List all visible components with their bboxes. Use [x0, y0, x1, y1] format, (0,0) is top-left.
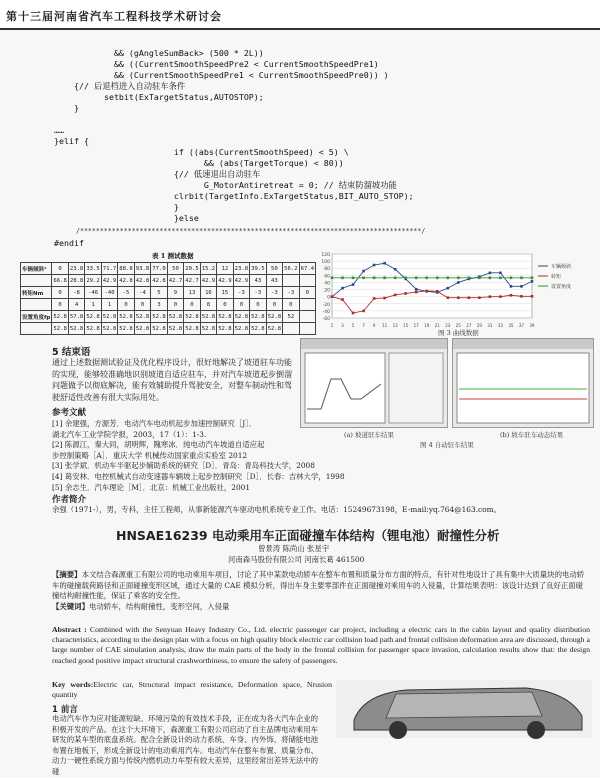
chart-x-tick-label: 11: [382, 323, 388, 328]
keywords-en: [52, 680, 332, 701]
table-cell: 0: [299, 287, 315, 299]
table-cell: 52.8: [167, 323, 183, 335]
chart-point: [468, 296, 471, 299]
chart-point: [520, 285, 523, 288]
table-cell: 0: [52, 299, 68, 311]
author-intro-title: 作者简介: [52, 495, 87, 505]
abstract-zh-label: 【摘要】: [52, 570, 82, 579]
chart-y-tick-label: 60: [324, 274, 330, 280]
car-body-illustration: [336, 680, 592, 738]
chart-y-tick-label: 0: [327, 295, 330, 301]
chart-x-tick-label: 15: [403, 323, 409, 328]
reference-item: [5] 余志生．汽车理论［M］．北京：机械工业出版社，2001: [52, 482, 251, 492]
table-cell: 23.8: [233, 263, 249, 275]
chart-point: [489, 295, 492, 298]
abstract-en-label: Abstract :: [52, 625, 87, 634]
code-line: if ((abs(CurrentSmoothSpeed) < 5) \: [54, 147, 349, 157]
table-row-label: [21, 299, 52, 311]
table-cell: 33.5: [85, 263, 101, 275]
table-cell: 3: [151, 299, 167, 311]
table-cell: 52.8: [233, 323, 249, 335]
chart-x-tick-label: 25: [455, 323, 461, 328]
table-cell: 5: [151, 287, 167, 299]
chart-point: [489, 272, 492, 275]
table-row: [21, 275, 316, 287]
code-line: }: [54, 103, 79, 113]
table-cell: 52.8: [85, 311, 101, 323]
chart-x-tick-label: 29: [476, 323, 482, 328]
chart-y-tick-label: 40: [324, 281, 330, 287]
chart-y-tick-label: 100: [321, 260, 330, 266]
table-cell: 42.9: [233, 275, 249, 287]
abstract-zh: [52, 570, 590, 612]
chart-point: [362, 270, 365, 273]
code-line: && (abs(TargetTorque) < 80)): [54, 158, 344, 168]
table-cell: 0: [266, 299, 282, 311]
chart-y-tick-label: -40: [322, 309, 330, 315]
chart-point: [331, 295, 334, 298]
endif-line: #endif: [54, 238, 84, 248]
chart-y-tick-label: -20: [322, 302, 330, 308]
chart-point: [436, 290, 439, 293]
reference-item: 湖北汽车工业学院学报，2003，17（1）：1-3.: [52, 429, 207, 439]
chart-point: [415, 291, 418, 294]
table-cell: 52.8: [217, 311, 233, 323]
chart-point: [404, 277, 407, 280]
chart-point: [394, 277, 397, 280]
table-cell: 71.7: [101, 263, 117, 275]
chart-point: [415, 288, 418, 291]
chart-point: [531, 280, 534, 283]
table-row: [21, 299, 316, 311]
chart-x-tick-label: 33: [497, 323, 503, 328]
abstract-zh-text: 本文结合森源重工有限公司的电动乘用车项目，讨论了其中某款电动轿车在整车布置和质量分布方面的特点，有针对性地设计了具有集中大质量块的电动轿车的碰撞载荷路径和正面碰撞变形区域，通过大量的 CAE 模拟分析，得出车身主要零部件在正面碰撞对乘用车的入侵量，计算结果表明：该设计达到了良好正面碰撞结构耐撞性能，保证了乘客的安全性。: [52, 570, 585, 601]
table-cell: 42.7: [167, 275, 183, 287]
table-cell: 52.8: [118, 323, 134, 335]
figure-4a-caption: (a) 坡道驻车结果: [344, 431, 395, 439]
table-cell: -8: [68, 287, 84, 299]
table-row: [21, 263, 316, 275]
chart-point: [457, 281, 460, 284]
table-cell: 52.8: [200, 311, 216, 323]
chart-point: [468, 277, 471, 280]
table-cell: -46: [85, 287, 101, 299]
code-line: ……: [54, 125, 64, 135]
keywords-en-text: Electric car, Structural impact resistance, Deformation space, Nrusion quantity: [52, 680, 332, 700]
chart-point: [510, 294, 513, 297]
chart-point: [362, 310, 365, 313]
table-row-label: 车辆倾斜°: [21, 263, 52, 275]
paper-affiliation: 河南森马股份有限公司 河南长葛 461500: [228, 555, 365, 564]
code-line: }: [54, 202, 179, 212]
chart-point: [352, 277, 355, 280]
table-cell: 52.8: [85, 323, 101, 335]
author-intro-text: 余强（1971-），男，专科，主任工程师，从事新能源汽车驱动电机系统专业工作。电话：15249673198，E-mail:yq.764@163.com。: [52, 505, 502, 514]
chart-point: [510, 277, 513, 280]
chart-x-tick-label: 9: [372, 323, 376, 328]
chart-point: [373, 264, 376, 267]
chart-point: [499, 295, 502, 298]
figure-4b-plot: [453, 339, 593, 427]
chart-x-tick-label: 39: [529, 323, 535, 328]
data-table: [20, 262, 316, 335]
table-cell: 42.8: [134, 275, 150, 287]
chart-y-tick-label: -60: [322, 317, 330, 322]
chart-x-tick-label: 1: [330, 323, 334, 328]
reference-item: [3] 张学斌．机动车半驱起步辅助系统的研究［D］．青岛：青岛科技大学，2008: [52, 461, 315, 471]
table-cell: -3: [233, 287, 249, 299]
chart-point: [436, 277, 439, 280]
chart-point: [404, 292, 407, 295]
table-cell: 42.8: [151, 275, 167, 287]
reference-item: [4] 葛安林．电控机械式自动变速器车辆坡上起步控制研究［D］．长春：吉林大学，1998: [52, 471, 345, 481]
table-cell: 52.8: [266, 311, 282, 323]
chart-point: [499, 272, 502, 275]
chart-point: [341, 277, 344, 280]
table-cell: 42.8: [118, 275, 134, 287]
conclusion-title: 5 结束语: [52, 347, 91, 358]
chart-point: [499, 277, 502, 280]
chart-point: [394, 268, 397, 271]
chart-point: [394, 294, 397, 297]
chart-point: [457, 296, 460, 299]
chart-plot-area: [332, 254, 532, 318]
chart-point: [383, 262, 386, 265]
chart-x-tick-label: 3: [341, 323, 344, 328]
table-cell: 52.8: [52, 311, 68, 323]
code-line: {// 后退档进入自动驻车条件: [54, 81, 186, 91]
abstract-en: [52, 625, 590, 681]
table-row-label: 设置角度fp: [21, 311, 52, 323]
table-cell: 67.4: [299, 263, 315, 275]
table-cell: 57.8: [68, 311, 84, 323]
chart-point: [341, 298, 344, 301]
table-cell: 52.8: [200, 323, 216, 335]
table-cell: 42.9: [217, 275, 233, 287]
table-cell: 52.8: [151, 323, 167, 335]
chart-point: [520, 277, 523, 280]
table-cell: 43: [266, 275, 282, 287]
chart-x-tick-label: 13: [392, 323, 398, 328]
chart-point: [531, 277, 534, 280]
table-cell: 0: [52, 263, 68, 275]
table-row-label: [21, 323, 52, 335]
chart-point: [457, 277, 460, 280]
chart-point: [425, 277, 428, 280]
table-cell: 8: [200, 299, 216, 311]
table-cell: 4: [68, 299, 84, 311]
chart-point: [446, 277, 449, 280]
figure-4-caption: 图 4 自动驻车结果: [420, 441, 474, 449]
table-cell: 28.8: [68, 275, 84, 287]
table-row-label: [21, 275, 52, 287]
table-cell: 16: [200, 287, 216, 299]
table-cell: 56.2: [283, 263, 299, 275]
table-cell: 0: [233, 299, 249, 311]
table-cell: 52.8: [151, 311, 167, 323]
table-cell: 52.8: [167, 311, 183, 323]
table-cell: 42.9: [101, 275, 117, 287]
table-title: 表 1 测试数据: [152, 252, 194, 260]
table-cell: 52.8: [101, 323, 117, 335]
abstract-en-text: Combined with the Senyuan Heavy Industry Co., Ltd. electric passenger car project, including a electric cars in the cabin layout and quality distribution characteristics, according to the design plan with a focus on high quality block electric car collision load path and frontal collision deformation area are discussed, through a large number of CAE simulation analysis, draw the main parts of the body in the frontal collision for passenger space invasion, calculation results show that: the design reached good positive impact structural crashworthiness, to ensure the safety of passengers.: [52, 625, 591, 665]
table-cell: 12: [217, 263, 233, 275]
table-cell: -40: [101, 287, 117, 299]
paper-authors: 曾景涛 陈尚山 张星宇: [258, 544, 330, 553]
table-cell: 20.5: [184, 263, 200, 275]
chart-point: [362, 277, 365, 280]
chart-point: [383, 297, 386, 300]
chart-point: [520, 295, 523, 298]
chart-point: [446, 287, 449, 290]
chart-y-tick-label: 80: [324, 267, 330, 273]
table-cell: 52.8: [134, 311, 150, 323]
code-line: {// 低速退出自动驻车: [54, 169, 261, 179]
table-cell: -5: [118, 287, 134, 299]
conference-title: 第十三届河南省汽车工程科技学术研讨会: [6, 10, 222, 23]
chart-point: [489, 277, 492, 280]
table-cell: 1: [85, 299, 101, 311]
table-cell: 52.8: [101, 311, 117, 323]
references-title: 参考文献: [52, 408, 87, 418]
table-cell: 52.8: [217, 323, 233, 335]
chart-legend-label: 车辆倾斜: [551, 264, 572, 270]
table-cell: 52.8: [266, 323, 282, 335]
table-cell: 88.8: [118, 263, 134, 275]
table-cell: 0: [250, 299, 266, 311]
chart-point: [383, 277, 386, 280]
table-cell: 52.8: [184, 311, 200, 323]
table-cell: 50: [266, 263, 282, 275]
table-cell: 0: [52, 287, 68, 299]
chart-point: [510, 285, 513, 288]
code-line: && (CurrentSmoothSpeedPre1 < CurrentSmoothSpeedPre0)) ): [54, 70, 389, 80]
chart-x-tick-label: 37: [518, 323, 525, 328]
table-cell: 52.8: [184, 323, 200, 335]
keywords-zh-text: 电动轿车，结构耐撞性，变形空间，入侵量: [88, 601, 230, 611]
table-row: [21, 311, 316, 323]
intro-title: 1 前言: [52, 705, 78, 715]
table-cell: 0: [217, 299, 233, 311]
table-cell: 0: [118, 299, 134, 311]
line-chart: [314, 250, 594, 330]
table-cell: 52.8: [118, 311, 134, 323]
table-cell: 93.8: [134, 263, 150, 275]
keywords-zh-label: 【关键词】: [52, 601, 89, 611]
chart-caption: 图 3 曲线数据: [438, 329, 479, 337]
chart-point: [425, 290, 428, 293]
table-cell: 50: [167, 263, 183, 275]
chart-y-tick-label: 20: [324, 288, 330, 294]
chart-x-tick-label: 7: [362, 323, 365, 328]
table-cell: 52: [283, 311, 299, 323]
chart-x-tick-label: 17: [413, 323, 419, 328]
table-cell: 13: [184, 287, 200, 299]
table-row-label: 转矩Nm: [21, 287, 52, 299]
table-cell: 52.8: [52, 323, 68, 335]
code-line: clrbit(TargetInfo.ExTargetStatus,BIT_AUTO_STOP);: [54, 191, 414, 201]
chart-point: [531, 295, 534, 298]
table-cell: 15: [217, 287, 233, 299]
table-cell: -3: [250, 287, 266, 299]
chart-x-tick-label: 21: [434, 323, 440, 328]
figure-4a: [300, 338, 448, 428]
paper-title: HNSAE16239 电动乘用车正面碰撞车体结构（锂电池）耐撞性分析: [116, 528, 500, 543]
table-cell: 15.2: [200, 263, 216, 275]
chart-point: [331, 277, 334, 280]
keywords-en-label: Key words:: [52, 680, 94, 689]
table-cell: 0: [134, 299, 150, 311]
chart-x-tick-label: 19: [424, 323, 430, 328]
chart-legend-label: 转矩: [551, 274, 562, 280]
table-cell: 42.7: [184, 275, 200, 287]
chart-y-tick-label: 120: [321, 253, 330, 258]
table-cell: 43: [250, 275, 266, 287]
chart-point: [341, 287, 344, 290]
table-cell: -3: [266, 287, 282, 299]
chart-point: [415, 277, 418, 280]
reference-item: 步控制策略［A］．重庆大学 机械传动国家重点实验室 2012: [52, 450, 248, 460]
table-cell: 0: [167, 299, 183, 311]
table-cell: 77.0: [151, 263, 167, 275]
table-cell: 9: [167, 287, 183, 299]
table-cell: -3: [283, 287, 299, 299]
code-line: && (gAngleSumBack> (500 * 2L)): [54, 48, 264, 58]
table-cell: 52.8: [233, 311, 249, 323]
table-cell: 39.5: [250, 263, 266, 275]
figure-4b: [452, 338, 594, 428]
code-line: && ((CurrentSmoothSpeedPre2 < CurrentSmoothSpeedPre1): [54, 59, 379, 69]
code-block: [54, 48, 524, 224]
table-row: [21, 323, 316, 335]
chart-point: [373, 277, 376, 280]
figure-4b-caption: (b) 坡车驻车动态结果: [500, 431, 564, 439]
reference-item: [1] 余建强，方源芳．电动汽车电动机起步加速控制研究［J］．: [52, 419, 257, 428]
code-line: setbit(ExTargetStatus,AUTOSTOP);: [54, 92, 264, 102]
code-line: [54, 114, 524, 125]
chart-x-tick-label: 27: [466, 323, 472, 328]
table-cell: 42.9: [200, 275, 216, 287]
intro-text: 电动汽车作为应对能源短缺、环境污染的有效技术手段，正在成为各大汽车企业的积极开发的产品。在这个大环境下，森源重工有限公司启动了自主品牌电动乘用车研发的某车型的底盘系统。配合全新设计的动力系统、车身、内外饰、将储能电池布置在地板下，形成全新设计的电动乘用汽车。电动汽车在整车布置、质量分布、动力一硬性系统方面与传统内燃机动力车型有较大差异，这里经常出差异无法中的碰: [52, 714, 319, 776]
chart-legend-label: 设置角度: [551, 284, 572, 290]
chart-point: [478, 277, 481, 280]
table-cell: 52.8: [250, 323, 266, 335]
conclusion-text: 通过上述数据测试验证及优化程序设计，很好地解决了坡道驻车功能的实现，能够较准确地识别坡道自适应驻车，并对汽车坡道起步倒溜问题做予以彻底解决，能有效辅助提升驾驶安全，对整车制动性和驾驶舒适性改善有很大实际用处。: [52, 358, 292, 402]
table-cell: 1: [101, 299, 117, 311]
reference-item: [2] 陈源江，秦大同，胡明辉，隗寒冰．纯电动汽车坡道自适应起: [52, 440, 265, 450]
references-list: [52, 419, 352, 493]
code-line: G_MotorAntiretreat = 0; // 结束防溜坡功能: [54, 180, 397, 190]
table-cell: 66.8: [52, 275, 68, 287]
code-line: }else: [54, 213, 199, 223]
table-cell: 0: [283, 299, 299, 311]
table-cell: 0: [184, 299, 200, 311]
table-cell: 29.2: [85, 275, 101, 287]
chart-point: [446, 296, 449, 299]
table-row: [21, 287, 316, 299]
table-cell: -4: [134, 287, 150, 299]
table-cell: [283, 275, 299, 287]
chart-point: [352, 283, 355, 286]
code-line: }elif {: [54, 136, 89, 146]
chart-x-tick-label: 35: [508, 323, 514, 328]
table-cell: 52.8: [250, 311, 266, 323]
chart-point: [478, 296, 481, 299]
table-cell: 23.8: [68, 263, 84, 275]
chart-svg: [314, 250, 594, 330]
chart-x-tick-label: 5: [351, 323, 355, 328]
chart-point: [373, 297, 376, 300]
comment-divider: /**************************************************************************************/: [76, 227, 426, 235]
table-cell: 52.8: [134, 323, 150, 335]
table-cell: [283, 323, 299, 335]
chart-x-tick-label: 31: [487, 323, 493, 328]
figure-4a-plot: [301, 339, 447, 427]
chart-x-tick-label: 23: [445, 323, 451, 328]
chart-point: [352, 312, 355, 315]
car-body-figure: [336, 680, 592, 738]
table-cell: 52.8: [68, 323, 84, 335]
